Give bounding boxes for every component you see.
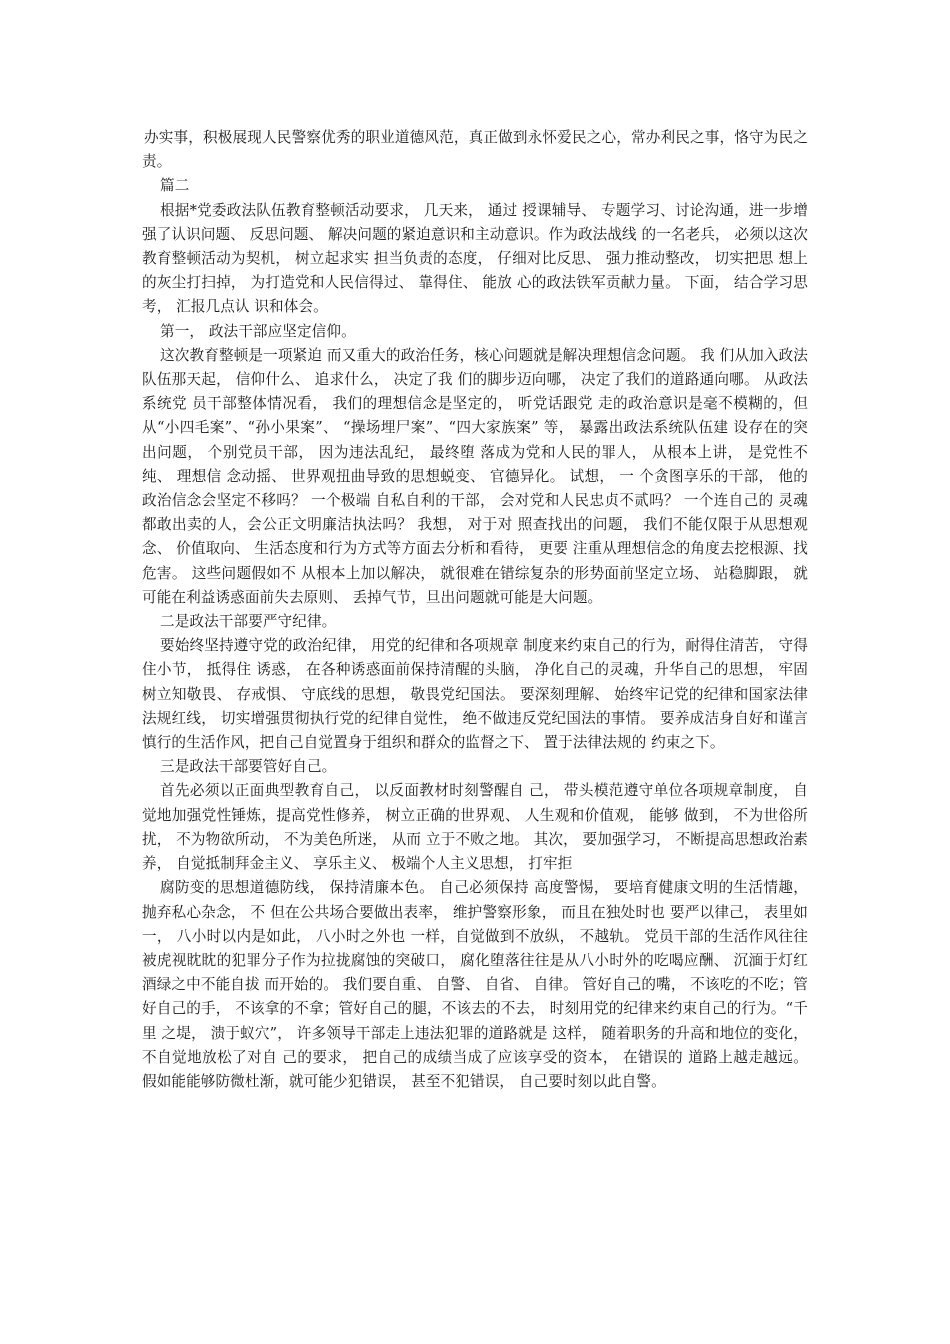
document-body	[142, 126, 808, 1094]
section-heading-firm-belief: 第一， 政法干部应坚定信仰。	[160, 322, 356, 340]
paragraph-part-two-intro: 根据*党委政法队伍教育整顿活动要求， 几天来， 通过 授课辅导、 专题学习、讨论沟通，进一步增强了认识问题、 反思问题、 解决问题的紧迫意识和主动意识。作为政法战线 的一名老兵， 必须以这次教育整顿活动为契机， 树立起求实 担当负责的态度， 仔细对比反思、 强力推动整改， 切实把思 想上的灰尘打扫掉， 为打造党和人民信得过、 靠得住、 能放 心的政法铁军贡献力量。 下面， 结合学习思考， 汇报几点认 识和体会。	[142, 201, 808, 316]
paragraph-intro-continuation: 办实事，积极展现人民警察优秀的职业道德风范，真正做到永怀爱民之心，常办利民之事，恪守为民之责。	[142, 129, 808, 171]
paragraph-self-management-1: 首先必须以正面典型教育自己， 以反面教材时刻警醒自 己， 带头模范遵守单位各项规章制度， 自觉地加强党性锤炼，提高党性修养， 树立正确的世界观、 人生观和价值观， 能够 做到， 不为世俗所扰， 不为物欲所动， 不为美色所迷， 从而 立于不败之地。 其次， 要加强学习， 不断提高思想政治素养， 自觉抵制拜金主义、 享乐主义、 极端个人主义思想， 打牢拒	[142, 782, 808, 873]
section-heading-part-two: 篇二	[160, 177, 190, 195]
paragraph-firm-belief: 这次教育整顿是一项紧迫 而又重大的政治任务，核心问题就是解决理想信念问题。 我 们从加入政法队伍那天起， 信仰什么、 追求什么， 决定了我 们的脚步迈向哪， 决定了我们的道路通向哪。 从政法系统党 员干部整体情况看， 我们的理想信念是坚定的， 听党话跟党 走的政治意识是毫不模糊的，但从“小四毛案”、“孙小果案”、 “操场埋尸案”、“四大家族案” 等， 暴露出政法系统队伍建 设存在的突出问题， 个别党员干部， 因为违法乱纪， 最终堕 落成为党和人民的罪人， 从根本上讲， 是党性不纯、 理想信 念动摇、 世界观扭曲导致的思想蜕变、 官德异化。 试想， 一 个贪图享乐的干部， 他的政治信念会坚定不移吗？ 一个极端 自私自利的干部， 会对党和人民忠贞不贰吗？ 一个连自己的 灵魂都敢出卖的人，会公正文明廉洁执法吗？ 我想， 对于对 照查找出的问题， 我们不能仅限于从思想观念、 价值取向、 生活态度和行为方式等方面去分析和看待， 更要 注重从理想信念的角度去挖根源、找危害。 这些问题假如不 从根本上加以解决， 就很难在错综复杂的形势面前坚定立场、 站稳脚跟， 就可能在利益诱惑面前失去原则、 丢掉气节，旦出问题就可能是大问题。	[142, 346, 808, 606]
paragraph-strict-discipline: 要始终坚持遵守党的政治纪律， 用党的纪律和各项规章 制度来约束自己的行为，耐得住清苦， 守得住小节， 抵得住 诱惑， 在各种诱惑面前保持清醒的头脑， 净化自己的灵魂，升华自己的思想， 牢固树立知敬畏、 存戒惧、 守底线的思想， 敬畏党纪国法。 要深刻理解、 始终牢记党的纪律和国家法律 法规红线， 切实增强贯彻执行党的纪律自觉性， 绝不做违反党纪国法的事情。 要养成洁身自好和谨言慎行的生活作风，把自己自觉置身于组织和群众的监督之下、 置于法律法规的 约束之下。	[142, 637, 808, 752]
paragraph-self-management-2: 腐防变的思想道德防线， 保持清廉本色。 自己必须保持 高度警惕， 要培育健康文明的生活情趣， 抛弃私心杂念， 不 但在公共场合要做出表率， 维护警察形象， 而且在独处时也 要严以律己， 表里如一， 八小时以内是如此， 八小时之外也 一样，自觉做到不放纵， 不越轨。 党员干部的生活作风往往 被虎视眈眈的犯罪分子作为拉拢腐蚀的突破口， 腐化堕落往往是从八小时外的吃喝应酬、 沉湎于灯红酒绿之中不能自拔 而开始的。 我们要自重、 自警、 自省、 自律。 管好自己的嘴， 不该吃的不吃；管好自己的手， 不该拿的不拿；管好自己的腿，不该去的不去， 时刻用党的纪律来约束自己的行为。“千里 之堤， 溃于蚁穴”， 许多领导干部走上违法犯罪的道路就是 这样， 随着职务的升高和地位的变化， 不自觉地放松了对自 己的要求， 把自己的成绩当成了应该享受的资本， 在错误的 道路上越走越远。 假如能能够防微杜渐，就可能少犯错误， 甚至不犯错误， 自己要时刻以此自警。	[142, 879, 808, 1090]
section-heading-strict-discipline: 二是政法干部要严守纪律。	[160, 613, 337, 631]
section-heading-self-management: 三是政法干部要管好自己。	[160, 758, 337, 776]
